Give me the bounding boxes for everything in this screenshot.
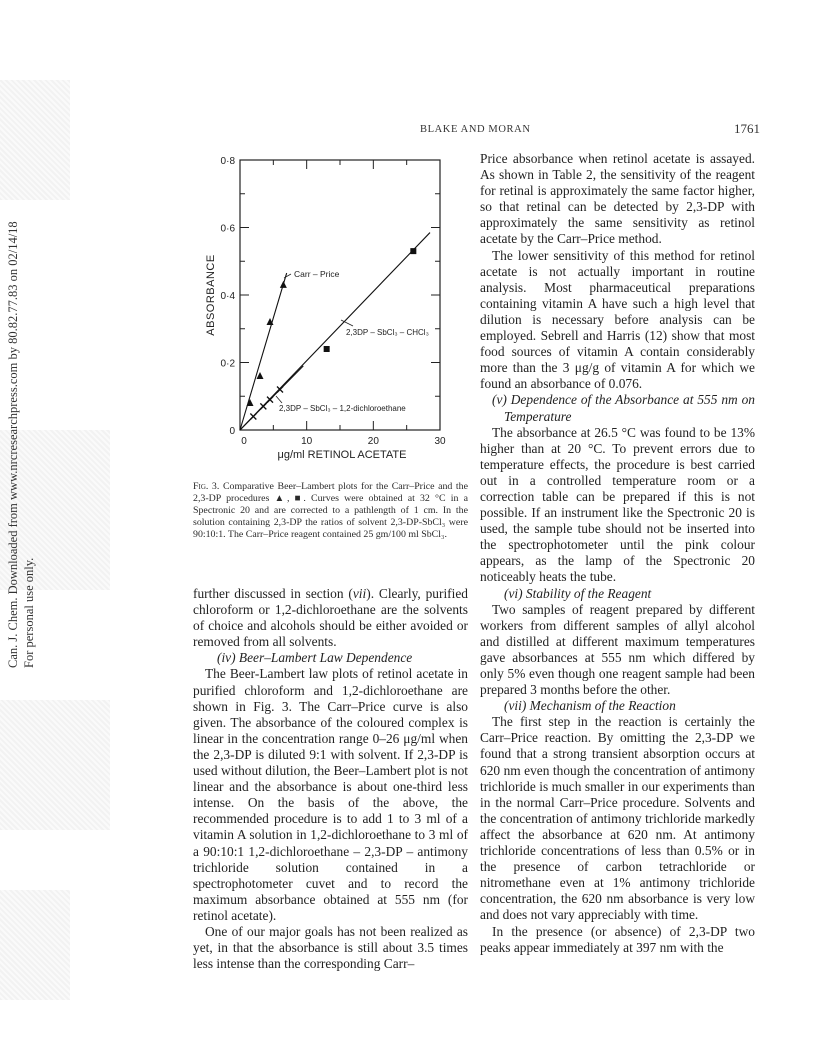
data-point-square (324, 346, 330, 352)
section-heading: (iv) Beer–Lambert Law Dependence (217, 650, 413, 666)
y-tick-label: 0 (229, 426, 235, 437)
scan-speckle-lower (0, 700, 110, 830)
download-watermark (2, 221, 42, 670)
caption-text: Comparative Beer–Lambert plots for the Carr–Price and the 2,3-DP procedures ▲, ■. Curves were obtained at 32 °C in a Spectronic 20 and are corrected to a pathlength of 1 cm. In the solution containing 2,3-DP the ratios of solvent 2,3-DP-SbCl₃ were 90:10:1. The Carr–Price reagent contained 25 gm/100 ml SbCl₃. (193, 481, 468, 540)
section-heading: (v) Dependence of the Absorbance at 555 nm on Temperature (492, 392, 755, 424)
caption-label: Fig. 3. (193, 481, 220, 492)
data-point-square (410, 248, 416, 254)
paragraph: The lower sensitivity of this method for retinol acetate is not actually important in routine analysis. Most pharmaceutical preparations containing vitamin A have such a high level that dilution is necessary before analysis can be employed. Sebrell and Harris (12) show that most food sources of vitamin A contain considerably more than the 3 μg/g of vitamin A for which we found an absorbance of 0.076. (480, 247, 755, 392)
paragraph: further discussed in section (vii). Clearly, purified chloroform or 1,2-dichloroethane are the solvents of choice and alcohols should be either avoided or removed from all solvents. (193, 586, 468, 650)
annotation-dichloroethane: 2,3DP – SbCl₃ – 1,2-dichloroethane (279, 404, 406, 413)
data-point-triangle (247, 399, 254, 406)
plot-frame (240, 160, 440, 430)
data-point-triangle (257, 372, 264, 379)
x-tick-label: 20 (367, 436, 379, 447)
x-tick-label: 10 (301, 436, 313, 447)
left-text-column (193, 586, 468, 972)
data-point-cross (267, 397, 273, 403)
y-tick-label: 0·4 (220, 291, 235, 302)
x-tick-label: 30 (434, 436, 446, 447)
figure-caption (193, 481, 468, 541)
section-heading: (vi) Stability of the Reagent (504, 585, 652, 601)
scan-speckle-top (0, 80, 70, 200)
page-number: 1761 (734, 121, 760, 136)
watermark-line-1: Can. J. Chem. Downloaded from www.nrcresearchpress.com by 80.82.77.83 on 02/14/18 (6, 221, 20, 668)
annotation-chcl3: 2,3DP – SbCl₃ – CHCl₃ (346, 328, 429, 337)
data-point-cross (277, 387, 283, 393)
beer-lambert-chart (190, 140, 470, 480)
paragraph: The Beer-Lambert law plots of retinol acetate in purified chloroform and 1,2-dichloroethane are shown in Fig. 3. The Carr–Price curve is also given. The absorbance of the coloured complex is linear in the concentration range 0–26 μg/ml when the 2,3-DP is diluted 9:1 with solvent. If 2,3-DP is used without dilution, the Beer–Lambert plot is not linear and the absorbance is about one-third less intense. On the basis of the above, the recommended procedure is to add 1 to 3 ml of a vitamin A solution in 1,2-dichloroethane to 3 ml of a 90:10:1 1,2-dichloroethane – 2,3-DP – antimony trichloride solution contained in a spectrophotometer cuvet and to record the maximum absorbance obtained at 555 nm (for retinol acetate). (193, 666, 468, 923)
paragraph: One of our major goals has not been realized as yet, in that the absorbance is still about 3.5 times less intense than the corresponding Carr– (193, 923, 468, 972)
right-text-column (480, 151, 755, 956)
y-axis-label: ABSORBANCE (205, 254, 217, 336)
y-tick-label: 0·8 (220, 156, 235, 167)
watermark-line-2: For personal use only. (22, 557, 36, 668)
annotation-carr-price: Carr – Price (294, 269, 340, 279)
annotation-pointer-carr-price (284, 274, 291, 278)
x-tick-label: 0 (241, 436, 247, 447)
running-head: BLAKE AND MORAN (420, 124, 531, 135)
data-point-cross (260, 403, 266, 409)
section-heading: (vii) Mechanism of the Reaction (504, 698, 676, 714)
y-tick-label: 0·2 (220, 358, 235, 370)
paragraph: The first step in the reaction is certainly the Carr–Price reaction. By omitting the 2,3-DP we found that a strong transient absorption occurs at 620 nm even though the concentration of antimony trichloride is much smaller in our experiments than in the normal Carr–Price procedure. Solvents and the concentration of antimony trichloride markedly affect the absorbance at 620 nm. At antimony trichloride concentrations of less than 0.5% or in the presence of carbon tetrachloride or nitromethane even at 1% antimony trichloride concentration, the 620 nm absorbance is very low and does not vary appreciably with time. (480, 714, 755, 923)
paragraph: In the presence (or absence) of 2,3-DP two peaks appear immediately at 397 nm with the (480, 923, 755, 955)
x-axis-label: μg/ml RETINOL ACETATE (277, 449, 407, 461)
scan-speckle-bottom (0, 890, 70, 1000)
paragraph: Two samples of reagent prepared by different workers from different samples of allyl alcohol and distilled at different maximum temperatures gave absorbances at 555 nm which differed by only 5% even though one reagent sample had been prepared 3 months before the other. (480, 601, 755, 698)
series-annotations (276, 269, 429, 413)
axis-ticks (240, 160, 440, 430)
paragraph: Price absorbance when retinol acetate is assayed. As shown in Table 2, the sensitivity of the reagent for retinal is approximately the same factor higher, so that retinal can be detected by 2,3-DP with approximately the same sensitivity as retinol acetate by the Carr–Price method. (480, 151, 755, 247)
annotation-pointer-dichloroethane (276, 396, 282, 403)
data-point-triangle (280, 281, 287, 288)
data-point-cross (250, 414, 256, 420)
paragraph: The absorbance at 26.5 °C was found to be 13% higher than at 20 °C. To prevent errors due to temperature effects, the procedure is best carried out in a controlled temperature room or a correction table can be prepared if this is not possible. If an instrument like the Spectronic 20 is used, the sample tube should not be inserted into the spectrophotometer until the pink colour appears, as the lamp of the Spectronic 20 noticeably heats the tube. (480, 424, 755, 585)
y-tick-label: 0·6 (220, 223, 235, 235)
